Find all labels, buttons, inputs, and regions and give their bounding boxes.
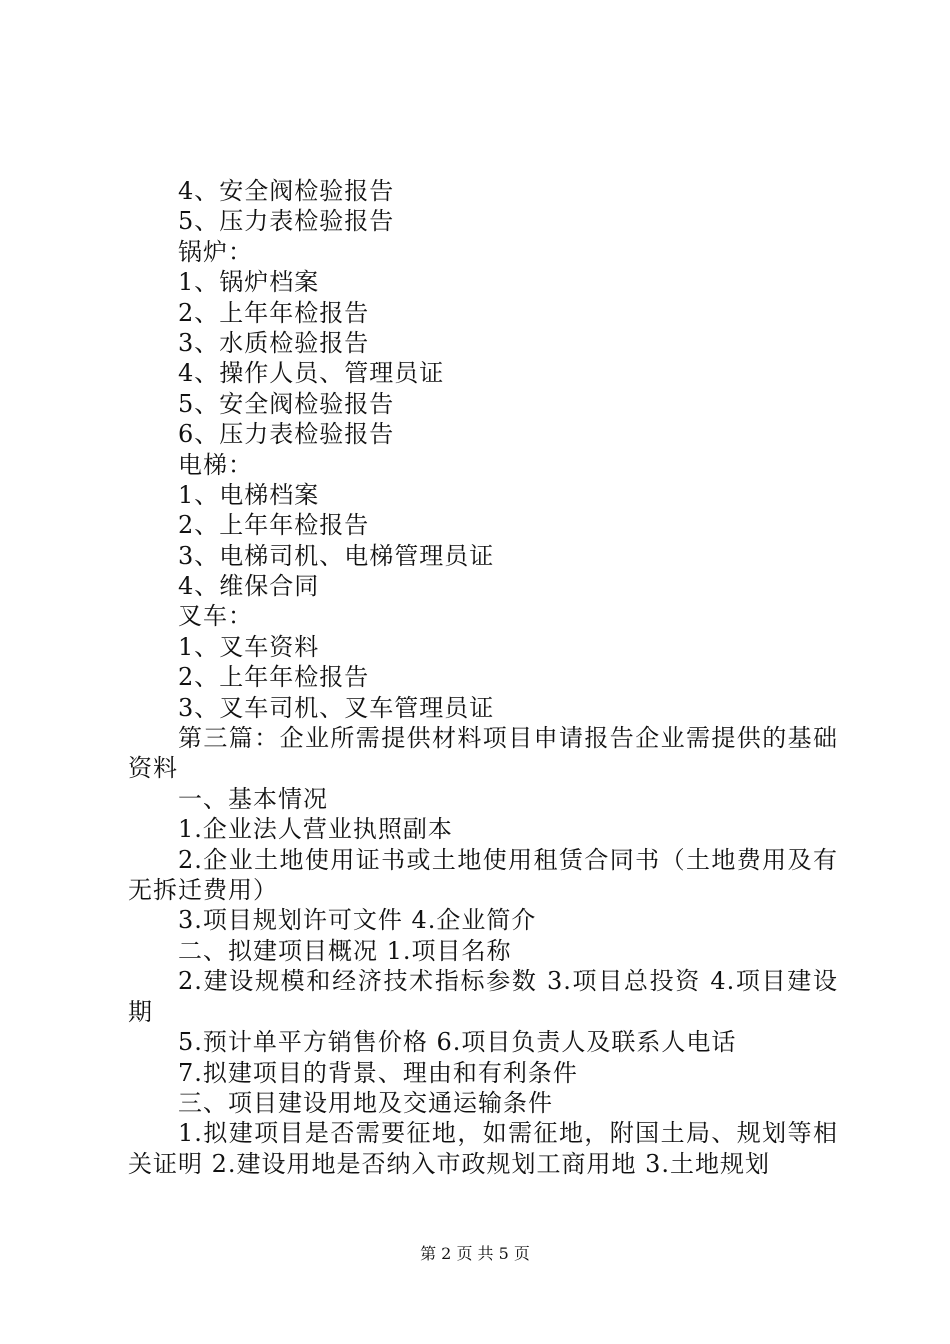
paragraph: 2.企业土地使用证书或土地使用租赁合同书（土地费用及有无拆迁费用） (128, 845, 838, 905)
paragraph: 1.拟建项目是否需要征地，如需征地，附国土局、规划等相关证明 2.建设用地是否纳入市政规划工商用地 3.土地规划 (128, 1119, 838, 1178)
list-item: 3、水质检验报告 (178, 328, 370, 357)
list-item: 2、上年年检报告 (178, 511, 370, 540)
list-item: 4、维保合同 (178, 572, 320, 601)
list-item: 4、操作人员、管理员证 (178, 359, 445, 388)
page-footer: 第 2 页 共 5 页 (420, 1244, 530, 1263)
section-heading: 二、拟建项目概况 1.项目名称 (178, 936, 512, 965)
list-item: 1、电梯档案 (178, 480, 320, 509)
paragraph: 1.企业法人营业执照副本 (178, 815, 453, 844)
paragraph: 3.项目规划许可文件 4.企业简介 (178, 906, 537, 935)
paragraph: 2.建设规模和经济技术指标参数 3.项目总投资 4.项目建设期 (128, 967, 838, 1026)
list-item: 2、上年年检报告 (178, 298, 370, 327)
list-item: 3、电梯司机、电梯管理员证 (178, 541, 495, 570)
document-body (128, 176, 838, 1179)
list-item: 5、安全阀检验报告 (178, 389, 395, 418)
list-item: 5、压力表检验报告 (178, 207, 395, 236)
paragraph: 5.预计单平方销售价格 6.项目负责人及联系人电话 (178, 1028, 737, 1057)
list-item: 4、安全阀检验报告 (178, 177, 395, 205)
section-heading: 电梯： (178, 450, 253, 479)
section-heading: 锅炉： (178, 237, 253, 266)
list-item: 3、叉车司机、叉车管理员证 (178, 693, 495, 722)
chapter-title: 第三篇：企业所需提供材料项目申请报告企业需提供的基础资料 (128, 724, 838, 783)
paragraph: 7.拟建项目的背景、理由和有利条件 (178, 1058, 578, 1087)
section-heading: 三、项目建设用地及交通运输条件 (178, 1088, 553, 1117)
list-item: 6、压力表检验报告 (178, 420, 395, 449)
list-item: 1、锅炉档案 (178, 268, 320, 297)
section-heading: 叉车： (178, 602, 253, 631)
list-item: 1、叉车资料 (178, 632, 320, 661)
section-heading: 一、基本情况 (178, 784, 328, 813)
list-item: 2、上年年检报告 (178, 663, 370, 692)
